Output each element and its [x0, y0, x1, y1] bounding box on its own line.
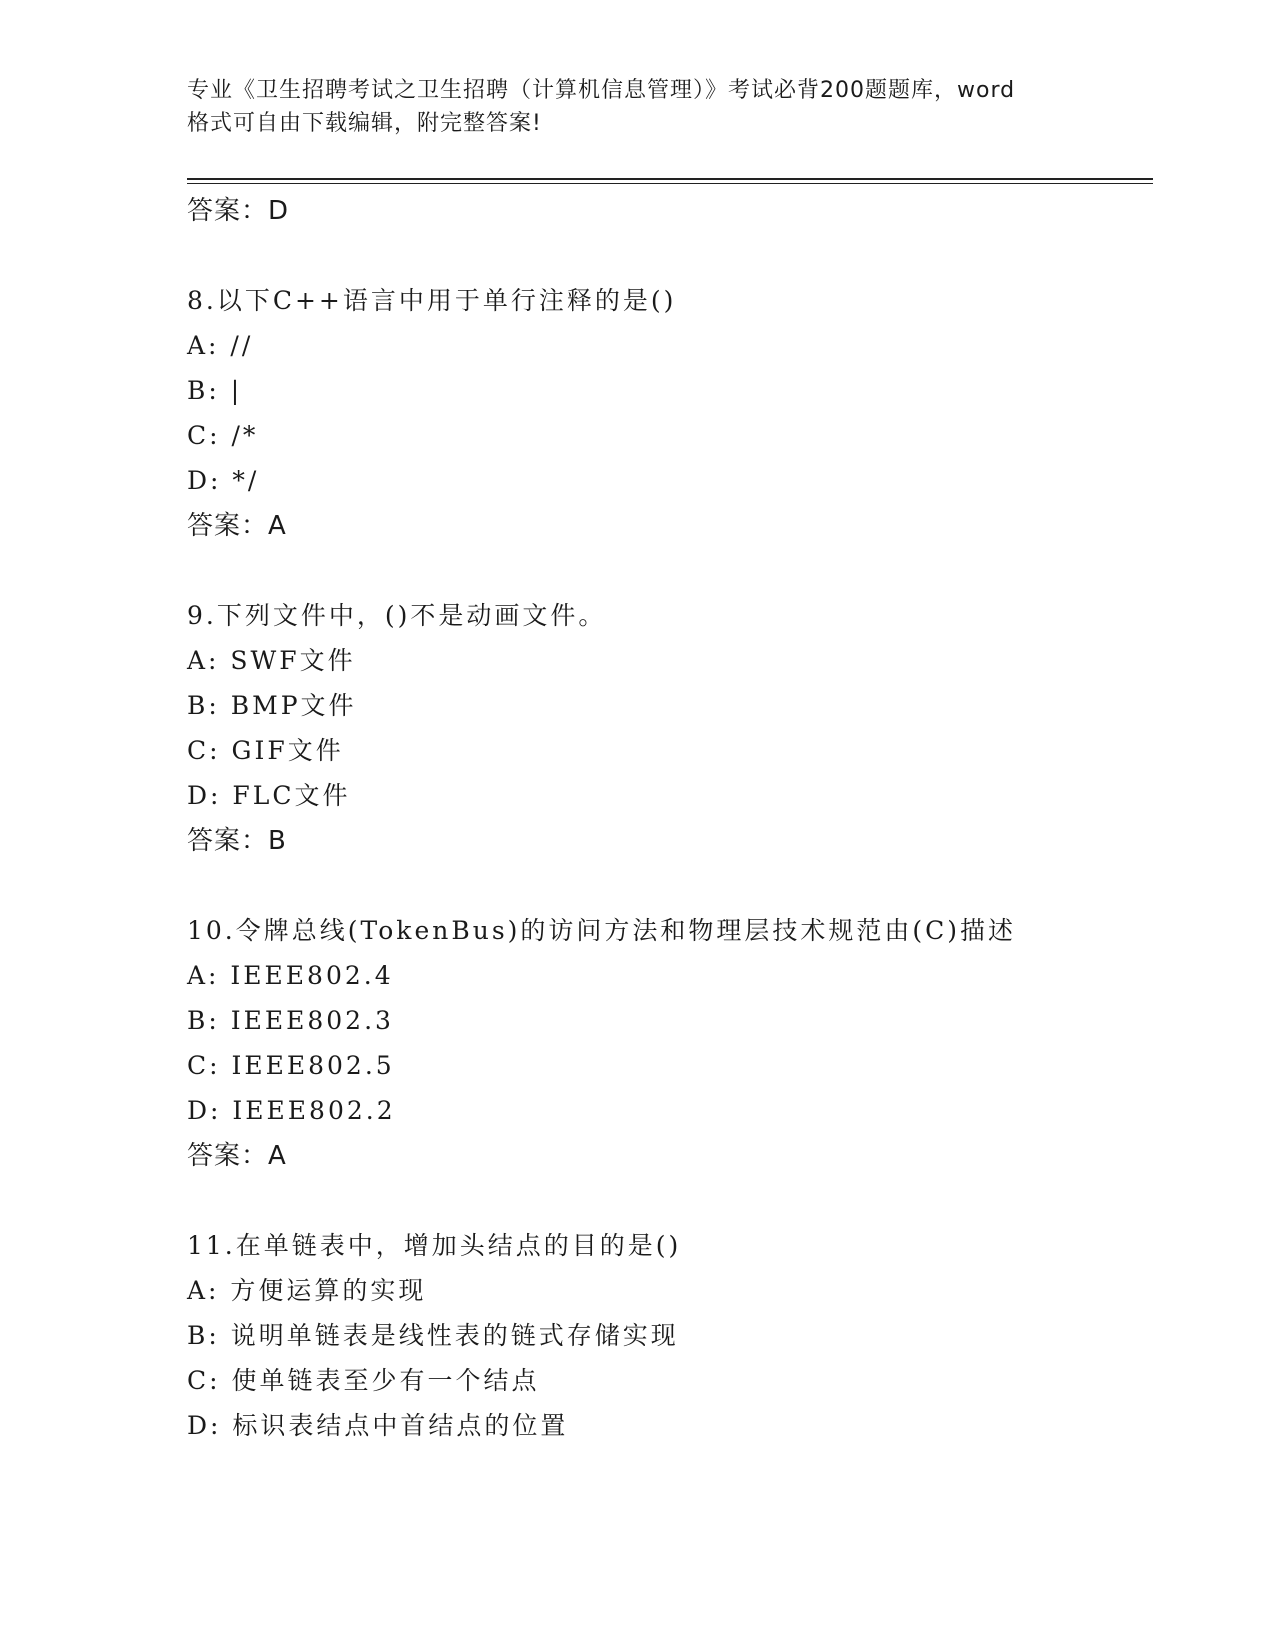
option-b: B: | — [187, 376, 243, 405]
option-d: D: 标识表结点中首结点的位置 — [187, 1411, 569, 1440]
question-text: 9.下列文件中，()不是动画文件。 — [187, 601, 607, 630]
question-list — [187, 188, 1147, 1448]
option-d: D: IEEE802.2 — [187, 1096, 396, 1125]
option-c: C: IEEE802.5 — [187, 1051, 395, 1080]
previous-answer: 答案：D — [187, 196, 290, 226]
option-a: A: IEEE802.4 — [187, 961, 394, 990]
question-8 — [187, 278, 1147, 549]
option-a: A: SWF文件 — [187, 646, 356, 675]
question-11 — [187, 1223, 1147, 1448]
question-text: 11.在单链表中，增加头结点的目的是() — [187, 1231, 682, 1260]
header-line-2: 格式可自由下载编辑，附完整答案! — [187, 111, 542, 136]
option-d: D: */ — [187, 466, 260, 495]
header-line-1: 专业《卫生招聘考试之卫生招聘（计算机信息管理）》考试必背200题题库，word — [187, 78, 1016, 103]
option-d: D: FLC文件 — [187, 781, 351, 810]
header-rule-thin — [187, 183, 1153, 184]
question-text: 10.令牌总线(TokenBus)的访问方法和物理层技术规范由(C)描述 — [187, 916, 1017, 945]
header-rule-thick — [187, 178, 1153, 180]
question-10 — [187, 908, 1147, 1179]
option-b: B: IEEE802.3 — [187, 1006, 394, 1035]
option-b: B: BMP文件 — [187, 691, 357, 720]
option-b: B: 说明单链表是线性表的链式存储实现 — [187, 1321, 679, 1350]
answer: 答案：B — [187, 826, 287, 856]
answer: 答案：A — [187, 511, 287, 541]
option-a: A: // — [187, 331, 254, 360]
question-9 — [187, 593, 1147, 864]
answer: 答案：A — [187, 1141, 287, 1171]
option-c: C: GIF文件 — [187, 736, 344, 765]
question-text: 8.以下C++语言中用于单行注释的是() — [187, 286, 677, 315]
option-c: C: 使单链表至少有一个结点 — [187, 1366, 540, 1395]
document-header — [187, 74, 1087, 140]
option-a: A: 方便运算的实现 — [187, 1276, 427, 1305]
option-c: C: /* — [187, 421, 259, 450]
